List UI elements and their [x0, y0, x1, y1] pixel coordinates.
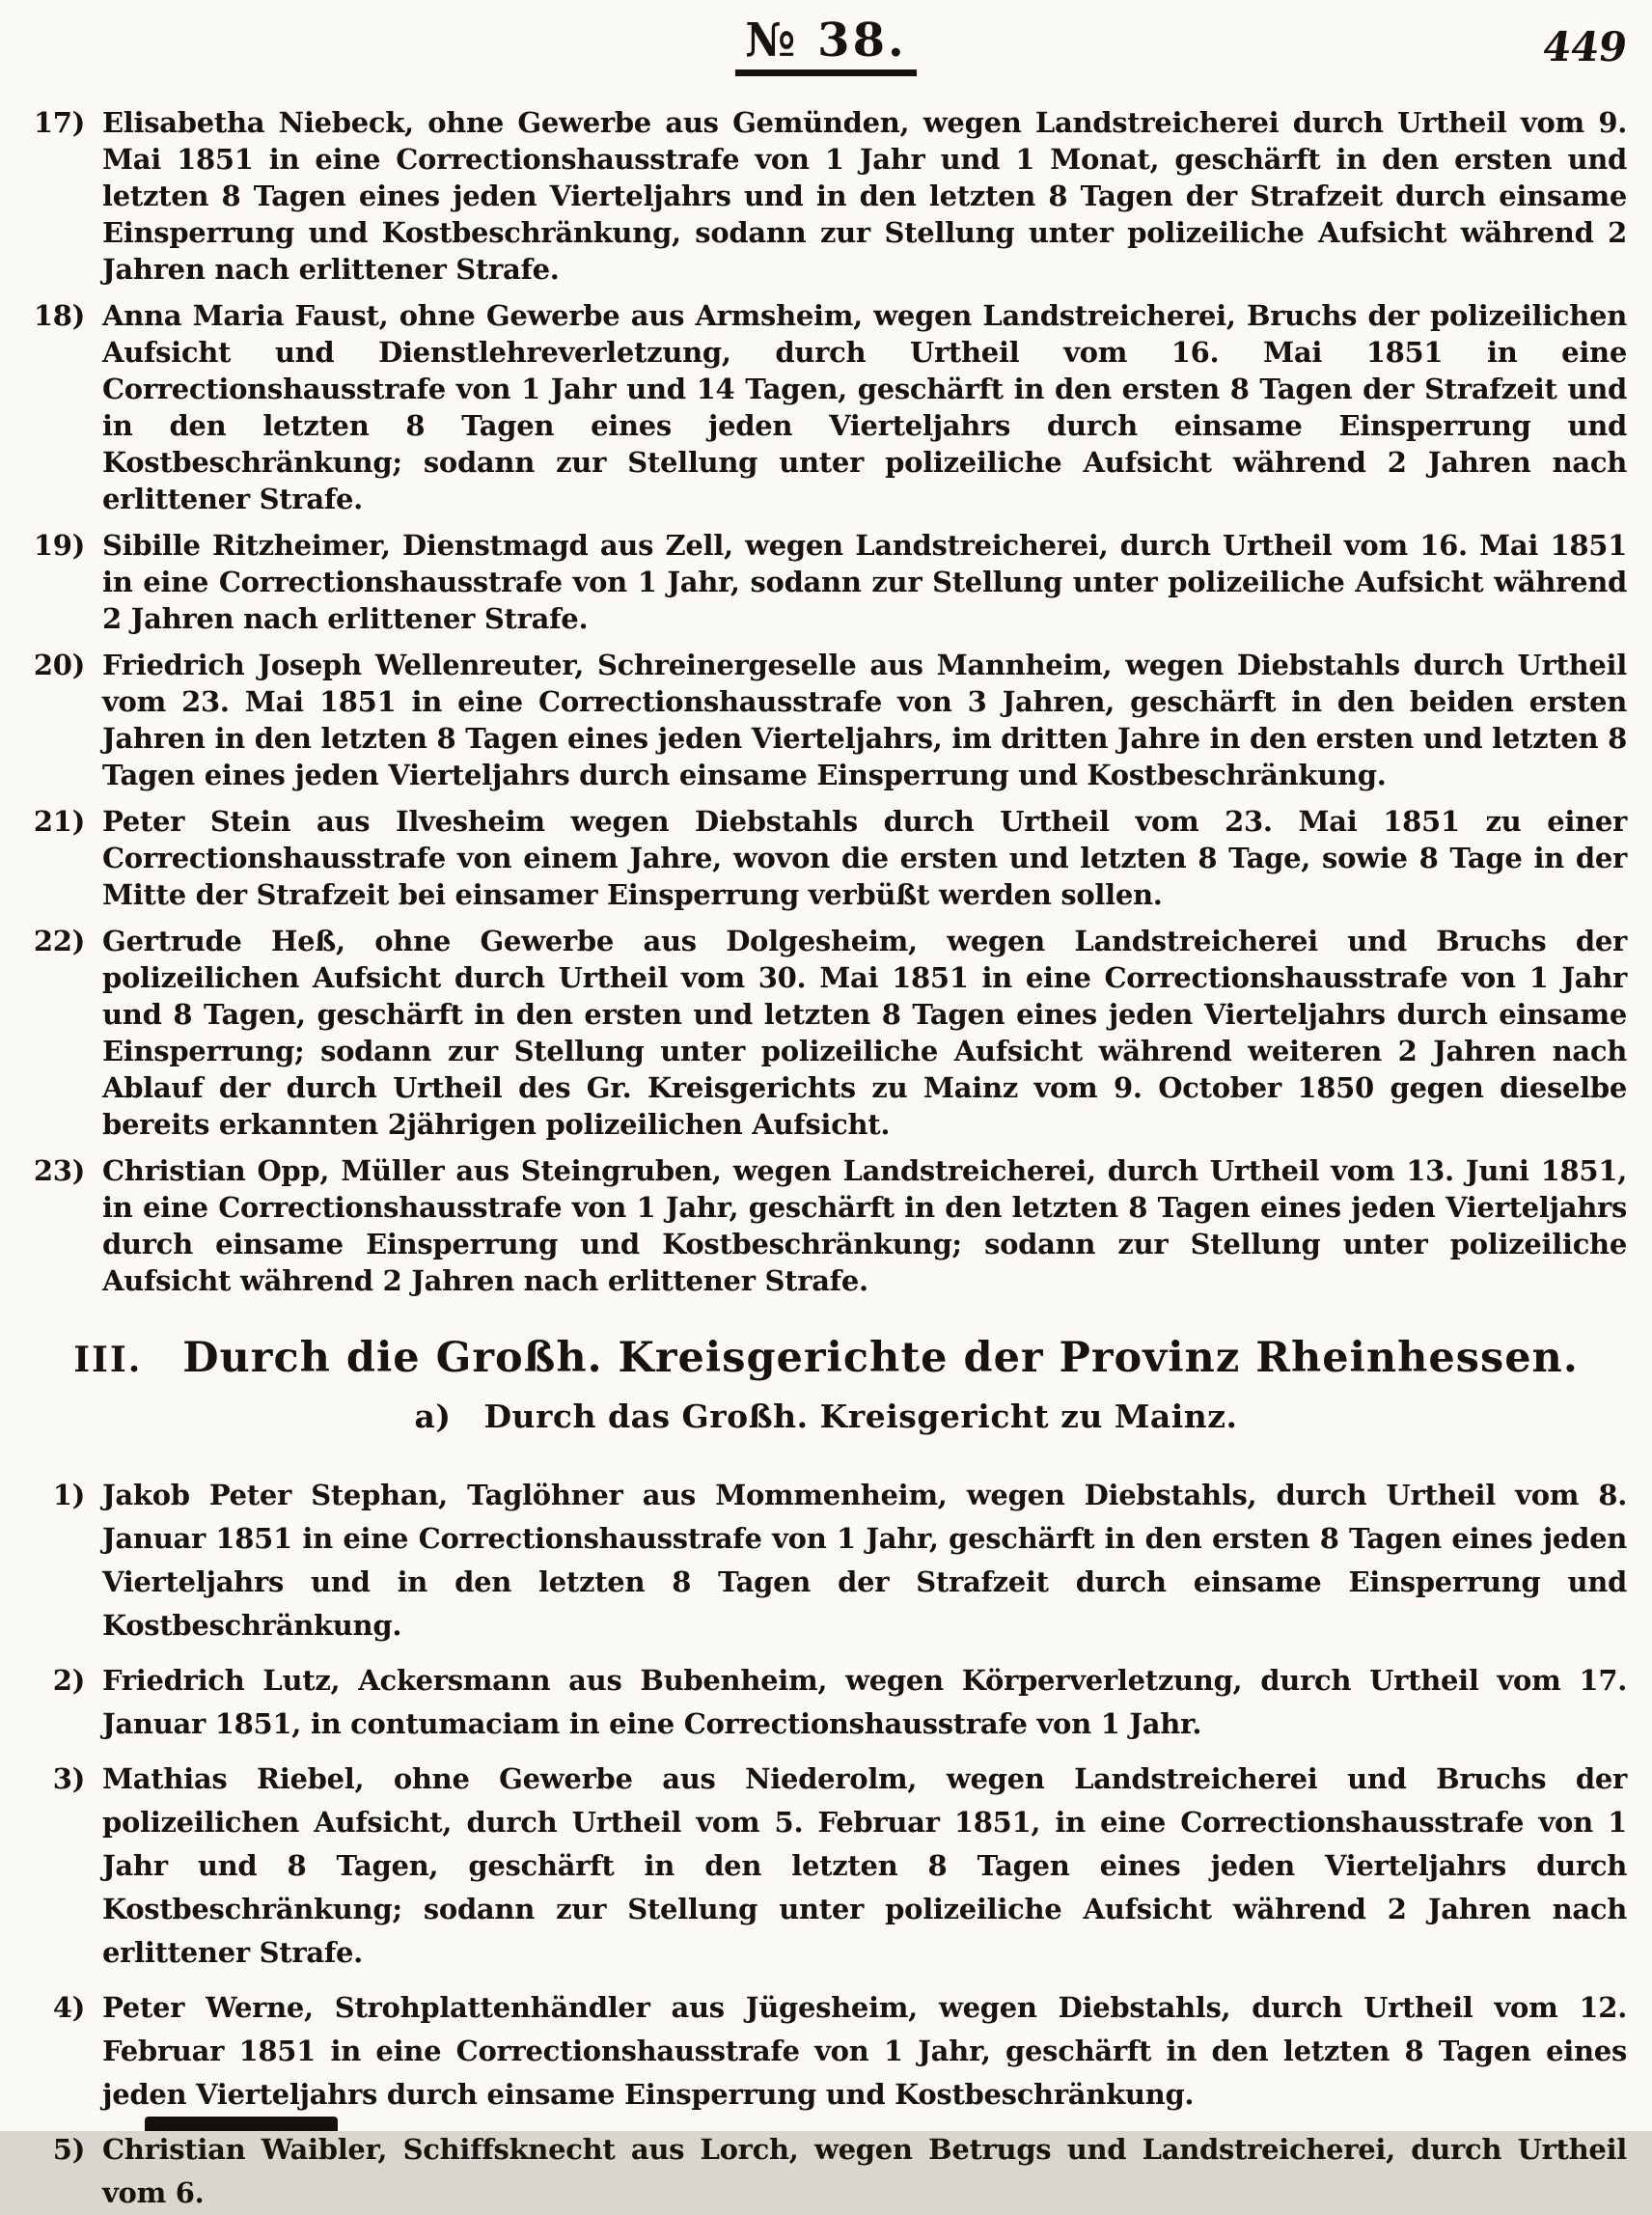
list-item — [27, 1152, 1627, 1299]
entry-number: 18) — [33, 299, 85, 332]
entry-number: 23) — [33, 1154, 85, 1187]
list-item — [27, 647, 1627, 793]
entry-number: 2) — [52, 1664, 85, 1697]
list-item — [27, 297, 1627, 517]
list-item — [27, 527, 1627, 637]
scan-artifact-smudge — [145, 2117, 338, 2131]
entry-text: Peter Werne, Strohplattenhändler aus Jügesheim, wegen Diebstahls, durch Urtheil vom 12. Februar 1851 in eine Correctionshausstrafe von 1 Jahr, geschärft in den letzten 8 Tagen eines jeden Vierteljahrs durch einsame Einsperrung und Kostbeschränkung. — [102, 1991, 1627, 2111]
list-item — [27, 923, 1627, 1143]
issue-number: № 38. — [735, 14, 916, 76]
list-item — [27, 1659, 1627, 1746]
entry-number: 22) — [33, 925, 85, 957]
entry-text: Mathias Riebel, ohne Gewerbe aus Niederolm, wegen Landstreicherei und Bruchs der polizeilichen Aufsicht, durch Urtheil vom 5. Februar 1851, in eine Correctionshausstrafe von 1 Jahr und 8 Tagen, geschärft in den letzten 8 Tagen eines jeden Vierteljahrs durch Kostbeschränkung; sodann zur Stellung unter polizeiliche Aufsicht während 2 Jahren nach erlittener Strafe. — [102, 1762, 1627, 1969]
entry-text: Friedrich Lutz, Ackersmann aus Bubenheim, wegen Körperverletzung, durch Urtheil vom 17. Januar 1851, in contumaciam in eine Correctionshausstrafe von 1 Jahr. — [102, 1664, 1627, 1740]
entry-text: Peter Stein aus Ilvesheim wegen Diebstahls durch Urtheil vom 23. Mai 1851 zu einer Correctionshausstrafe von einem Jahre, wovon die ersten und letzten 8 Tage, sowie 8 Tage in der Mitte der Strafzeit bei einsamer Einsperrung verbüßt werden sollen. — [102, 805, 1627, 911]
subsection-title: Durch das Großh. Kreisgericht zu Mainz. — [483, 1398, 1238, 1435]
list-item — [27, 104, 1627, 288]
entry-number: 17) — [33, 106, 85, 139]
entry-text: Friedrich Joseph Wellenreuter, Schreinergeselle aus Mannheim, wegen Diebstahls durch Urtheil vom 23. Mai 1851 in eine Correctionshausstrafe von 3 Jahren, geschärft in den beiden ersten Jahren in den letzten 8 Tagen eines jeden Vierteljahrs, im dritten Jahre in den ersten und letzten 8 Tagen eines jeden Vierteljahrs durch einsame Einsperrung und Kostbeschränkung. — [102, 649, 1627, 791]
entry-text: Jakob Peter Stephan, Taglöhner aus Mommenheim, wegen Diebstahls, durch Urtheil vom 8. Januar 1851 in eine Correctionshausstrafe von 1 Jahr, geschärft in den ersten 8 Tagen eines jeden Vierteljahrs und in den letzten 8 Tagen der Strafzeit durch einsame Einsperrung und Kostbeschränkung. — [102, 1479, 1627, 1642]
entry-text: Elisabetha Niebeck, ohne Gewerbe aus Gemünden, wegen Landstreicherei durch Urtheil vom 9. Mai 1851 in eine Correctionshausstrafe von 1 Jahr und 1 Monat, geschärft in den ersten und letzten 8 Tagen eines jeden Vierteljahrs und in den letzten 8 Tagen der Strafzeit durch einsame Einsperrung und Kostbeschränkung, sodann zur Stellung unter polizeiliche Aufsicht während 2 Jahren nach erlittener Strafe. — [102, 106, 1627, 286]
section-roman-numeral: III. — [73, 1340, 143, 1380]
entry-number: 3) — [52, 1762, 85, 1795]
entries-list-mainz — [0, 1464, 1652, 2215]
page-header — [0, 0, 1652, 95]
section-title: Durch die Großh. Kreisgerichte der Provinz Rheinhessen. — [182, 1334, 1579, 1382]
page-number: 449 — [1539, 23, 1631, 70]
list-item — [27, 1758, 1627, 1975]
entry-number: 5) — [52, 2133, 85, 2166]
section-heading — [10, 1334, 1642, 1382]
list-item — [27, 2128, 1627, 2215]
entry-text: Christian Opp, Müller aus Steingruben, wegen Landstreicherei, durch Urtheil vom 13. Juni 1851, in eine Correctionshausstrafe von 1 Jahr, geschärft in den letzten 8 Tagen eines jeden Vierteljahrs durch einsame Einsperrung und Kostbeschränkung; sodann zur Stellung unter polizeiliche Aufsicht während 2 Jahren nach erlittener Strafe. — [102, 1154, 1627, 1297]
list-item — [27, 1986, 1627, 2117]
entry-number: 20) — [33, 649, 85, 681]
entry-text: Sibille Ritzheimer, Dienstmagd aus Zell, wegen Landstreicherei, durch Urtheil vom 16. Mai 1851 in eine Correctionshausstrafe von 1 Jahr, sodann zur Stellung unter polizeiliche Aufsicht während 2 Jahren nach erlittener Strafe. — [102, 529, 1627, 635]
entry-text: Gertrude Heß, ohne Gewerbe aus Dolgesheim, wegen Landstreicherei und Bruchs der polizeilichen Aufsicht durch Urtheil vom 30. Mai 1851 in eine Correctionshausstrafe von 1 Jahr und 8 Tagen, geschärft in den ersten und letzten 8 Tagen eines jeden Vierteljahrs durch einsame Einsperrung; sodann zur Stellung unter polizeiliche Aufsicht während weiteren 2 Jahren nach Ablauf der durch Urtheil des Gr. Kreisgerichts zu Mainz vom 9. October 1850 gegen dieselbe bereits erkannten 2jährigen polizeilichen Aufsicht. — [102, 925, 1627, 1141]
entries-list-mannheim — [0, 95, 1652, 1299]
subsection-label: a) — [414, 1398, 452, 1435]
entry-number: 19) — [33, 529, 85, 562]
entry-number: 4) — [52, 1991, 85, 2024]
subsection-heading — [10, 1398, 1642, 1435]
list-item — [27, 1474, 1627, 1647]
entry-number: 1) — [52, 1479, 85, 1511]
list-item — [27, 803, 1627, 913]
entry-number: 21) — [33, 805, 85, 838]
entry-text: Anna Maria Faust, ohne Gewerbe aus Armsheim, wegen Landstreicherei, Bruchs der polizeilichen Aufsicht und Dienstlehreverletzung, durch Urtheil vom 16. Mai 1851 in eine Correctionshausstrafe von 1 Jahr und 14 Tagen, geschärft in den ersten 8 Tagen der Strafzeit und in den letzten 8 Tagen eines jeden Vierteljahrs durch einsame Einsperrung und Kostbeschränkung; sodann zur Stellung unter polizeiliche Aufsicht während 2 Jahren nach erlittener Strafe. — [102, 299, 1627, 515]
entry-text: Christian Waibler, Schiffsknecht aus Lorch, wegen Betrugs und Landstreicherei, durch Urtheil vom 6. — [102, 2133, 1627, 2209]
